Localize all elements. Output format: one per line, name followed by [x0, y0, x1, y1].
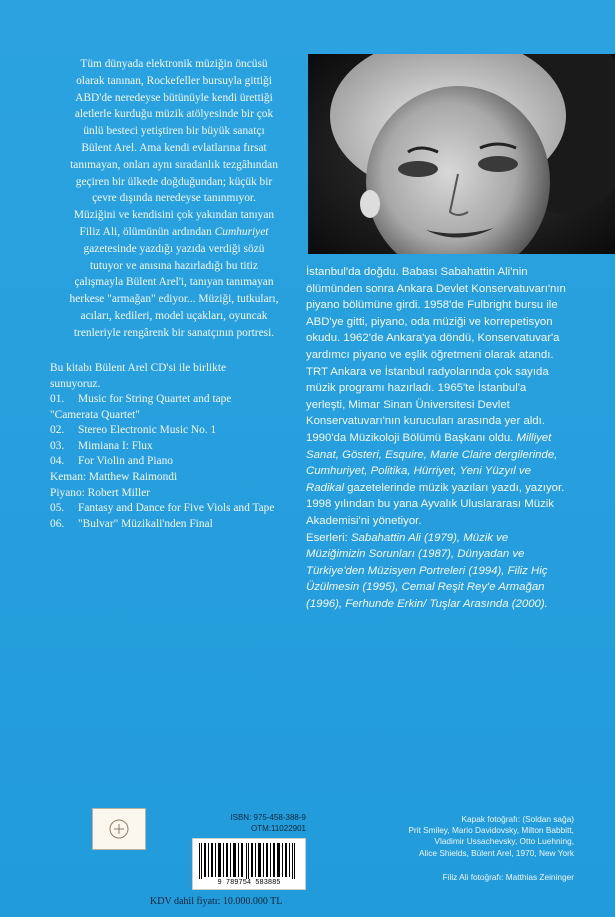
- cover-photo-credits: [340, 814, 574, 859]
- track-item: [50, 439, 310, 455]
- isbn-number: ISBN: 975-458-388-9: [230, 813, 306, 822]
- credit-line: Prit Smiley, Mario Davidovsky, Milton Babbitt,: [408, 825, 574, 836]
- intro-line: [50, 224, 298, 241]
- newspaper-name: Cumhuriyet: [214, 225, 269, 238]
- track-title: Music for String Quartet and tape: [78, 393, 232, 405]
- track-subtitle: "Camerata Quartet": [50, 408, 140, 421]
- track-title: "Bulvar" Müzikali'nden Final: [78, 517, 213, 530]
- track-item: [50, 423, 310, 439]
- intro-line: gazetesinde yazdığı yazıda verdiği sözü: [83, 242, 265, 255]
- intro-line: acıları, kedileri, model uçakları, oyuncak: [80, 309, 268, 322]
- intro-line: Bülent Arel. Ama kendi evlatlarına fırsat: [81, 141, 267, 154]
- intro-line: aletlerle kurduğu müzik atölyesinde bir çok: [74, 108, 274, 121]
- stamp-icon: [93, 809, 145, 849]
- track-item: [50, 392, 310, 408]
- portrait-image: [308, 54, 615, 254]
- intro-paragraph: [50, 56, 298, 342]
- credit-line: Alice Shields, Bülent Arel, 1970, New York: [419, 847, 574, 858]
- intro-line: trenleriyle rengârenk bir sanatçının portresi.: [73, 326, 275, 339]
- track-title: Stereo Electronic Music No. 1: [78, 424, 217, 437]
- track-item: [50, 517, 310, 533]
- intro-line: çalışmayla Bülent Arel'i, tanıyan tanımayan: [74, 276, 274, 289]
- sticker-label: [92, 808, 146, 850]
- track-item: [50, 501, 310, 517]
- track-title: Fantasy and Dance for Five Viols and Tape: [78, 502, 275, 515]
- barcode: [192, 838, 306, 890]
- intro-line: olarak tanınan, Rockefeller bursuyla gittiği: [76, 74, 272, 87]
- intro-line: tutuyor ve anısına hazırladığı bu titiz: [90, 259, 258, 272]
- track-title: For Violin and Piano: [78, 455, 173, 468]
- intro-line: Tüm dünyada elektronik müziğin öncüsü: [80, 58, 268, 70]
- barcode-number: 9 789754 583885: [217, 879, 281, 887]
- intro-line: ABD'de neredeyse bütünüyle kendi ürettiği: [75, 91, 273, 104]
- credit-line: Kapak fotoğrafı: (Soldan sağa): [461, 814, 574, 824]
- intro-line: çevre dışında neredeyse tanınmıyor.: [92, 192, 256, 205]
- cd-intro: [50, 360, 300, 392]
- barcode-icon: [193, 841, 305, 881]
- otm-number: OTM:11022901: [251, 824, 306, 833]
- isbn-block: [206, 812, 306, 834]
- track-number: 03.: [50, 439, 65, 452]
- track-number: 06.: [50, 517, 65, 530]
- track-subtitle: Keman: Matthew Raimondi: [50, 470, 178, 483]
- intro-line: tanımayan, onları aynı sıradanlık tezgâhından: [70, 158, 278, 171]
- cd-intro-line: Bu kitabı Bülent Arel CD'si ile birlikte: [50, 362, 227, 374]
- intro-line: herkese "armağan" ediyor... Müziği, tutkuları,: [69, 293, 279, 306]
- track-number: 05.: [50, 502, 65, 515]
- intro-text: Filiz Ali, ölümünün ardından: [79, 225, 215, 238]
- track-subtitle: Piyano: Robert Miller: [50, 486, 150, 499]
- track-number: 04.: [50, 455, 65, 468]
- track-number: 01.: [50, 393, 65, 405]
- intro-line: ünlü besteci yetiştiren bir büyük sanatçı: [83, 125, 265, 138]
- track-title: Mimiana I: Flux: [78, 439, 153, 452]
- track-list: [50, 392, 310, 532]
- credit-line: Vladimir Ussachevsky, Otto Luehning,: [434, 836, 574, 847]
- intro-line: Müziğini ve kendisini çok yakından tanıyan: [73, 209, 275, 222]
- biography: [306, 264, 568, 612]
- bio-text: İstanbul'da doğdu. Babası Sabahattin Ali'nin ölümünden sonra Ankara Devlet Konservatuvarı'nın piyano bölümüne girdi. 1958'de Fulbright bursu ile ABD'ye gitti, piyano, oda müziği ve korrepetisyon okudu. 1962'de Ankara'ya döndü, Konservatuvar'a yardımcı piyano ve eşlik öğretmeni olarak atandı. TRT Ankara ve İstanbul radyolarında çok sayıda müzik programı hazırladı. 1965'te İstanbul'a yerleşti, Mimar Sinan Üniversitesi Devlet Konservatuvarı'nın kurucuları arasında yer aldı. 1990'da Müzikoloji Bölümü Başkanı oldu.: [306, 266, 566, 444]
- works-list: [306, 530, 568, 613]
- bio-text: gazetelerinde müzik yazıları yazdı, yazıyor. 1998 yılından bu yana Ayvalık Uluslararası Müzik Akademisi'ni yönetiyor.: [306, 481, 565, 527]
- track-item: [50, 454, 310, 470]
- works-label: Eserleri:: [306, 531, 351, 544]
- cd-intro-line: sunuyoruz.: [50, 378, 101, 390]
- author-portrait-photo: [308, 54, 615, 254]
- price-label: KDV dahil fiyatı: 10.000.000 TL: [150, 896, 283, 907]
- intro-line: geçiren bir ülkede doğduğundan; küçük bir: [75, 175, 273, 188]
- publications: Milliyet Sanat, Gösteri, Esquire, Marie Claire dergilerinde, Cumhuriyet, Politika, Hürriyet, Yeni Yüzyıl ve Radikal: [306, 431, 558, 494]
- portrait-photo-credit: Filiz Ali fotoğrafı: Matthias Zeininger: [442, 872, 574, 882]
- works-titles: Sabahattin Ali (1979), Müzik ve Müziğimizin Sorunları (1987), Dünyadan ve Türkiye'den Müzisyen Portreleri (1994), Filiz Hiç Üzülmesin (1995), Cemal Reşit Rey'e Armağan (1996), Ferhunde Erkin/ Tuşlar Arasında (2000).: [306, 531, 548, 610]
- track-number: 02.: [50, 424, 65, 437]
